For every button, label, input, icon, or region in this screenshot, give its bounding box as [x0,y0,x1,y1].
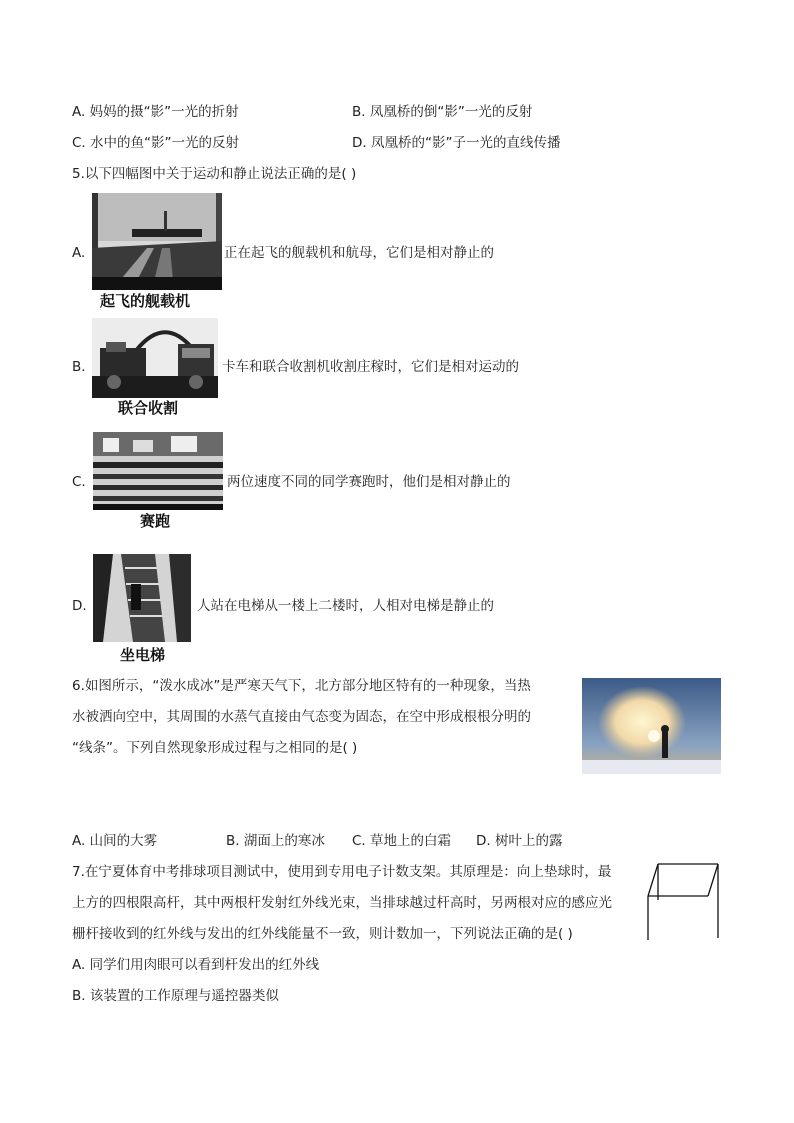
q7-stem-line-2: 上方的四根限高杆，其中两根杆发射红外线光束，当排球越过杆高时，另两根对应的感应光 [72,895,612,911]
q5-option-b-text: 卡车和联合收割机收割庄稼时，它们是相对运动的 [222,359,519,375]
escalator-photo [93,554,191,642]
q6-stem-line-3: “线条”。下列自然现象形成过程与之相同的是( ) [72,740,358,756]
q6-stem-line-1: 6.如图所示，“泼水成冰”是严寒天气下，北方部分地区特有的一种现象，当热 [72,678,531,694]
combine-harvester-photo [92,318,218,398]
aircraft-carrier-photo [92,193,222,290]
q5-option-a-text: 正在起飞的舰载机和航母，它们是相对静止的 [224,245,494,261]
q4-option-b: B. 凤凰桥的倒“影”一光的反射 [352,104,533,120]
q5-option-d-letter: D. [72,598,87,614]
q7-option-b: B. 该装置的工作原理与遥控器类似 [72,988,279,1004]
q7-stem-line-3: 栅杆接收到的红外线与发出的红外线能量不一致，则计数加一，下列说法正确的是( ) [72,926,573,942]
q7-stem-line-1: 7.在宁夏体育中考排球项目测试中，使用到专用电子计数支架。其原理是：向上垫球时，最 [72,864,612,880]
counting-frame-diagram [644,860,722,942]
q6-option-b: B. 湖面上的寒冰 [226,833,325,849]
q5-option-c-letter: C. [72,474,86,490]
q5-option-a-letter: A. [72,245,86,261]
q5-option-c-caption: 赛跑 [140,512,171,530]
q5-option-b-caption: 联合收割 [118,399,179,417]
q5-option-c-text: 两位速度不同的同学赛跑时，他们是相对静止的 [227,474,511,490]
q5-stem: 5.以下四幅图中关于运动和静止说法正确的是( ) [72,166,357,182]
race-track-photo [93,432,223,510]
q6-option-a: A. 山间的大雾 [72,833,158,849]
q6-option-c: C. 草地上的白霜 [352,833,452,849]
q4-option-d: D. 凤凰桥的“影”子一光的直线传播 [352,135,561,151]
q5-option-a-caption: 起飞的舰载机 [100,292,191,310]
q5-option-d-text: 人站在电梯从一楼上二楼时，人相对电梯是静止的 [197,598,494,614]
q6-stem-line-2: 水被洒向空中，其周围的水蒸气直接由气态变为固态，在空中形成根根分明的 [72,709,531,725]
q4-option-c: C. 水中的鱼“影”一光的反射 [72,135,239,151]
q5-option-d-caption: 坐电梯 [120,646,166,664]
water-to-ice-photo [582,678,721,774]
q6-option-d: D. 树叶上的露 [476,833,563,849]
q7-option-a: A. 同学们用肉眼可以看到杆发出的红外线 [72,957,320,973]
q5-option-b-letter: B. [72,359,86,375]
q4-option-a: A. 妈妈的摄“影”一光的折射 [72,104,239,120]
